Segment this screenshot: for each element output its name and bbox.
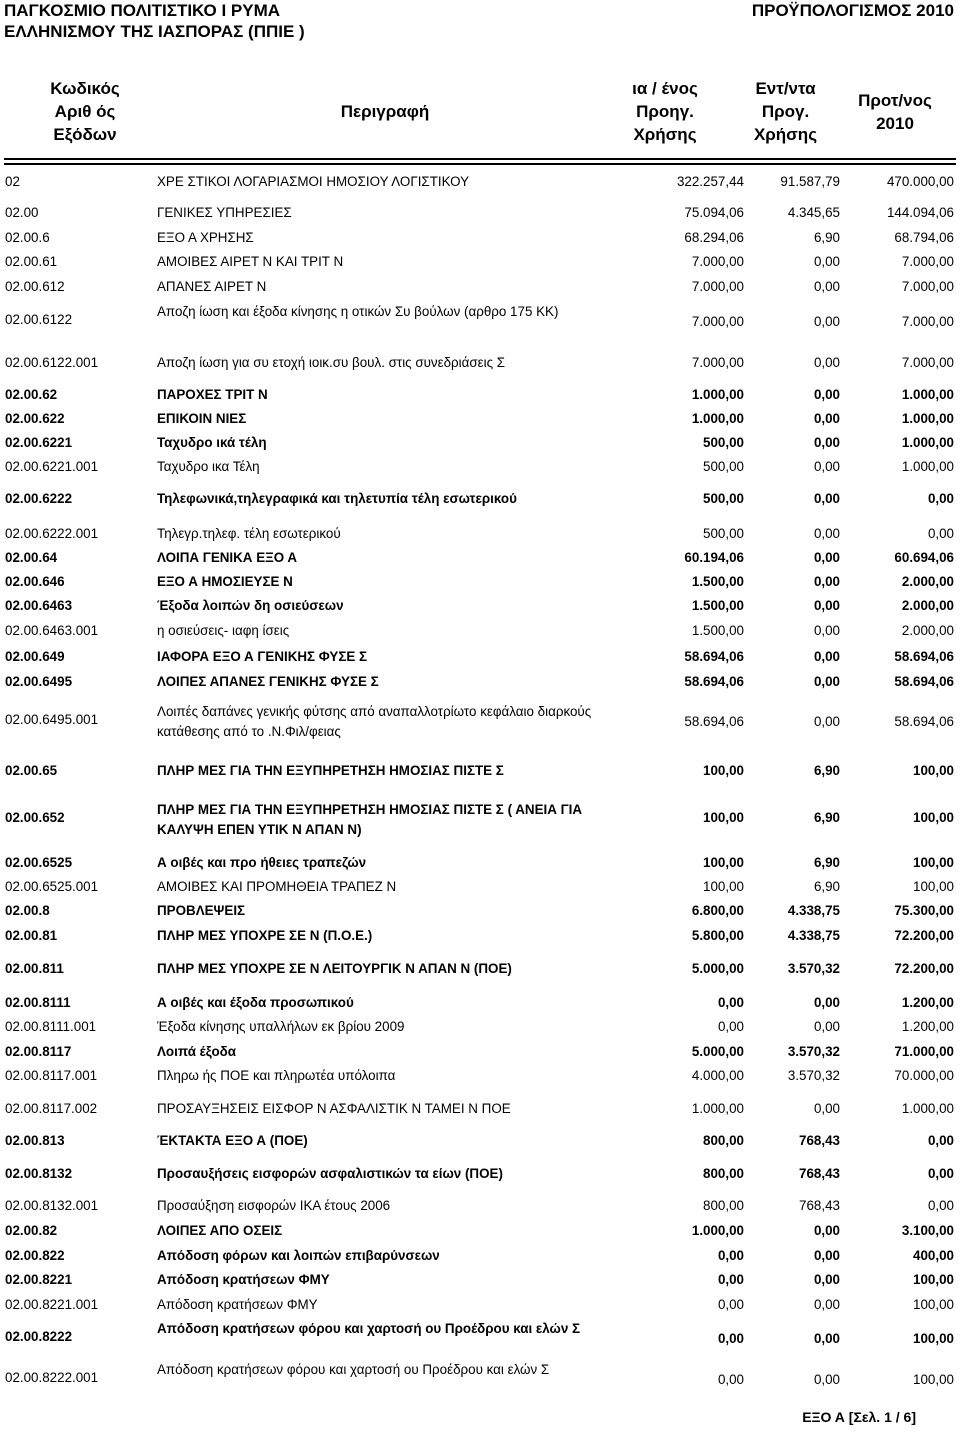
row-code: 02.00.82 — [5, 1223, 58, 1238]
row-description: ΑΠΑΝΕΣ ΑΙΡΕΤ Ν — [157, 279, 267, 294]
row-description: ΠΛΗΡ ΜΕΣ ΥΠΟΧΡΕ ΣΕ Ν ΛΕΙΤΟΥΡΓΙΚ Ν ΑΠΑΝ Ν (ΠΟΕ) — [157, 961, 512, 976]
row-budget-value: 1.000,00 — [901, 411, 954, 426]
row-entered-value: 0,00 — [813, 314, 840, 329]
row-previous-value: 58.694,06 — [684, 674, 744, 689]
row-code: 02.00.8132.001 — [5, 1198, 99, 1213]
row-description: Τηλεγρ.τηλεφ. τέλη εσωτερικού — [157, 526, 341, 541]
row-entered-value: 4.338,75 — [787, 928, 840, 943]
row-previous-value: 4.000,00 — [691, 1068, 744, 1083]
row-code: 02.00.622 — [5, 411, 65, 426]
row-previous-value: 100,00 — [703, 879, 744, 894]
row-code: 02.00.811 — [5, 961, 64, 976]
row-budget-value: 1.200,00 — [901, 995, 954, 1010]
row-code: 02.00.6495 — [5, 674, 73, 689]
row-description: Έξοδα κίνησης υπαλλήλων εκ βρίου 2009 — [157, 1019, 405, 1034]
table-row — [0, 1068, 960, 1088]
row-description: Αποζη ίωση για συ ετοχή ιοικ.συ βουλ. στις συνεδριάσεις Σ — [157, 355, 506, 370]
row-code: 02.00 — [5, 205, 39, 220]
table-row — [0, 526, 960, 546]
table-row — [0, 174, 960, 194]
row-code: 02.00.8117 — [5, 1044, 72, 1059]
row-description: ΠΡΟΣΑΥΞΗΣΕΙΣ ΕΙΣΦΟΡ Ν ΑΣΦΑΛΙΣΤΙΚ Ν ΤΑΜΕΙ Ν ΠΟΕ — [157, 1101, 511, 1116]
row-previous-value: 0,00 — [717, 1372, 744, 1387]
row-budget-value: 0,00 — [927, 1133, 954, 1148]
table-row — [0, 649, 960, 669]
row-description: ΠΡΟΒΛΕΨΕΙΣ — [157, 903, 246, 918]
row-description: Ταχυδρο ικα Τέλη — [157, 459, 260, 474]
org-name-line1: ΠΑΓΚΟΣΜΙΟ ΠΟΛΙΤΙΣΤΙΚΟ Ι ΡΥΜΑ — [4, 1, 281, 20]
row-description: ΠΛΗΡ ΜΕΣ ΓΙΑ ΤΗΝ ΕΞΥΠΗΡΕΤΗΣΗ ΗΜΟΣΙΑΣ ΠΙΣΤΕ Σ — [157, 763, 504, 778]
row-budget-value: 100,00 — [913, 1372, 954, 1387]
row-previous-value: 500,00 — [703, 526, 744, 541]
row-entered-value: 0,00 — [813, 279, 840, 294]
row-budget-value: 0,00 — [927, 1166, 954, 1181]
row-previous-value: 6.800,00 — [691, 903, 744, 918]
row-previous-value: 0,00 — [717, 1331, 744, 1346]
row-description: Απόδοση κρατήσεων φόρου και χαρτοσή ου Προέδρου και ελών Σ — [157, 1321, 581, 1336]
row-description: Απόδοση κρατήσεων φόρου και χαρτοσή ου Προέδρου και ελών Σ — [157, 1362, 550, 1377]
header-divider-bottom — [4, 163, 956, 165]
row-previous-value: 100,00 — [703, 810, 744, 825]
row-entered-value: 0,00 — [813, 411, 840, 426]
row-entered-value: 6,90 — [813, 763, 840, 778]
row-description: Αποζη ίωση και έξοδα κίνησης η οτικών Συ βούλων (αρθρο 175 ΚΚ) — [157, 304, 559, 319]
row-budget-value: 60.694,06 — [894, 550, 954, 565]
row-description: Α οιβές και προ ήθειες τραπεζών — [157, 855, 367, 870]
row-code: 02.00.652 — [5, 810, 65, 825]
row-entered-value: 6,90 — [813, 810, 840, 825]
row-budget-value: 0,00 — [927, 1198, 954, 1213]
table-row — [0, 928, 960, 948]
row-entered-value: 0,00 — [813, 491, 840, 506]
table-row — [0, 230, 960, 250]
table-row — [0, 574, 960, 594]
row-entered-value: 0,00 — [813, 459, 840, 474]
table-row — [0, 387, 960, 407]
row-entered-value: 6,90 — [813, 855, 840, 870]
row-entered-value: 6,90 — [813, 230, 840, 245]
row-budget-value: 100,00 — [913, 879, 954, 894]
row-entered-value: 0,00 — [813, 1331, 840, 1346]
row-code: 02.00.8132 — [5, 1166, 73, 1181]
row-budget-value: 100,00 — [913, 1331, 954, 1346]
row-code: 02.00.813 — [5, 1133, 65, 1148]
row-entered-value: 6,90 — [813, 879, 840, 894]
table-row — [0, 903, 960, 923]
row-description: ΈΚΤΑΚΤΑ ΕΞΟ Α (ΠΟΕ) — [157, 1133, 308, 1148]
row-previous-value: 68.294,06 — [684, 230, 744, 245]
row-previous-value: 58.694,06 — [684, 649, 744, 664]
row-previous-value: 0,00 — [717, 995, 744, 1010]
row-previous-value: 322.257,44 — [676, 174, 744, 189]
row-description: ΑΜΟΙΒΕΣ ΚΑΙ ΠΡΟΜΗΘΕΙΑ ΤΡΑΠΕΖ Ν — [157, 879, 397, 894]
row-previous-value: 0,00 — [717, 1019, 744, 1034]
row-entered-value: 3.570,32 — [787, 1044, 840, 1059]
row-budget-value: 100,00 — [913, 1272, 954, 1287]
row-budget-value: 7.000,00 — [901, 254, 954, 269]
table-row — [0, 623, 960, 643]
column-header-code: Κωδικός Αριθ ός Εξόδων — [50, 79, 120, 144]
row-previous-value: 0,00 — [717, 1272, 744, 1287]
row-entered-value: 0,00 — [813, 574, 840, 589]
row-code: 02.00.6122.001 — [5, 355, 99, 370]
row-previous-value: 1.500,00 — [691, 623, 744, 638]
table-row — [0, 855, 960, 875]
row-code: 02.00.612 — [5, 279, 65, 294]
organization-name — [4, 0, 305, 42]
row-code: 02.00.6495.001 — [5, 712, 99, 727]
table-row — [0, 1360, 960, 1400]
row-code: 02.00.8221 — [5, 1272, 73, 1287]
row-budget-value: 1.000,00 — [901, 435, 954, 450]
row-entered-value: 3.570,32 — [787, 961, 840, 976]
row-code: 02.00.8117.001 — [5, 1068, 98, 1083]
row-budget-value: 2.000,00 — [901, 623, 954, 638]
row-description: Πληρω ής ΠΟΕ και πληρωτέα υπόλοιπα — [157, 1068, 396, 1083]
row-previous-value: 800,00 — [703, 1198, 744, 1213]
row-budget-value: 58.694,06 — [894, 714, 954, 729]
row-previous-value: 7.000,00 — [691, 355, 744, 370]
row-code: 02.00.8111.001 — [5, 1019, 97, 1034]
row-previous-value: 0,00 — [717, 1248, 744, 1263]
table-row — [0, 674, 960, 694]
row-description: Τηλεφωνικά,τηλεγραφικά και τηλετυπία τέλη εσωτερικού — [157, 491, 517, 506]
row-entered-value: 768,43 — [799, 1198, 840, 1213]
row-description: ΙΑΦΟΡΑ ΕΞΟ Α ΓΕΝΙΚΗΣ ΦΥΣΕ Σ — [157, 649, 368, 664]
table-row — [0, 1272, 960, 1292]
row-description: ΛΟΙΠΑ ΓΕΝΙΚΑ ΕΞΟ Α — [157, 550, 298, 565]
row-description: ΑΜΟΙΒΕΣ ΑΙΡΕΤ Ν ΚΑΙ ΤΡΙΤ Ν — [157, 254, 344, 269]
row-previous-value: 60.194,06 — [684, 550, 744, 565]
table-row — [0, 1166, 960, 1186]
table-row — [0, 550, 960, 570]
row-description: η οσιεύσεις- ιαφη ίσεις — [157, 623, 290, 638]
row-code: 02.00.65 — [5, 763, 58, 778]
row-previous-value: 1.500,00 — [691, 574, 744, 589]
row-budget-value: 7.000,00 — [901, 314, 954, 329]
table-row — [0, 879, 960, 899]
table-row — [0, 411, 960, 431]
row-code: 02.00.64 — [5, 550, 58, 565]
table-row — [0, 1198, 960, 1218]
row-previous-value: 75.094,06 — [684, 205, 744, 220]
row-budget-value: 58.694,06 — [894, 649, 954, 664]
row-budget-value: 68.794,06 — [894, 230, 954, 245]
row-description: Έξοδα λοιπών δη οσιεύσεων — [157, 598, 344, 613]
row-budget-value: 70.000,00 — [894, 1068, 954, 1083]
row-entered-value: 0,00 — [813, 995, 840, 1010]
row-previous-value: 5.000,00 — [691, 1044, 744, 1059]
row-previous-value: 1.000,00 — [691, 387, 744, 402]
row-entered-value: 0,00 — [813, 1248, 840, 1263]
row-previous-value: 7.000,00 — [691, 314, 744, 329]
row-description: ΕΞΟ Α ΧΡΗΣΗΣ — [157, 230, 254, 245]
row-previous-value: 100,00 — [703, 763, 744, 778]
row-code: 02.00.6122 — [5, 312, 73, 327]
row-description: Απόδοση φόρων και λοιπών επιβαρύνσεων — [157, 1248, 440, 1263]
table-row — [0, 355, 960, 375]
row-code: 02.00.8111 — [5, 995, 71, 1010]
row-code: 02.00.8221.001 — [5, 1297, 99, 1312]
table-row — [0, 1133, 960, 1153]
row-budget-value: 100,00 — [913, 810, 954, 825]
row-entered-value: 0,00 — [813, 526, 840, 541]
header-divider-top — [4, 158, 956, 160]
row-description: Α οιβές και έξοδα προσωπικού — [157, 995, 354, 1010]
row-previous-value: 1.000,00 — [691, 1101, 744, 1116]
row-budget-value: 2.000,00 — [901, 574, 954, 589]
row-entered-value: 0,00 — [813, 435, 840, 450]
column-header-previous-year: ια / ένος Προηγ. Χρήσης — [632, 79, 698, 144]
page-footer: ΕΞΟ Α [Σελ. 1 / 6] — [802, 1409, 916, 1425]
row-budget-value: 144.094,06 — [886, 205, 954, 220]
row-code: 02.00.8117.002 — [5, 1101, 98, 1116]
row-entered-value: 0,00 — [813, 649, 840, 664]
row-code: 02.00.6525.001 — [5, 879, 99, 894]
row-budget-value: 3.100,00 — [901, 1223, 954, 1238]
row-budget-value: 72.200,00 — [894, 961, 954, 976]
table-row — [0, 302, 960, 342]
row-budget-value: 1.000,00 — [901, 459, 954, 474]
row-previous-value: 800,00 — [703, 1133, 744, 1148]
row-budget-value: 470.000,00 — [886, 174, 954, 189]
column-header-description: Περιγραφή — [340, 102, 430, 121]
row-previous-value: 800,00 — [703, 1166, 744, 1181]
row-budget-value: 100,00 — [913, 763, 954, 778]
row-budget-value: 400,00 — [913, 1248, 954, 1263]
table-row — [0, 1248, 960, 1268]
table-row — [0, 598, 960, 618]
row-code: 02.00.8222 — [5, 1329, 73, 1344]
row-previous-value: 1.000,00 — [691, 1223, 744, 1238]
row-description: Απόδοση κρατήσεων ΦΜΥ — [157, 1272, 330, 1287]
row-code: 02.00.6463.001 — [5, 623, 99, 638]
table-row — [0, 279, 960, 299]
row-description: ΠΛΗΡ ΜΕΣ ΥΠΟΧΡΕ ΣΕ Ν (Π.Ο.Ε.) — [157, 928, 373, 943]
row-entered-value: 0,00 — [813, 1372, 840, 1387]
row-description: Απόδοση κρατήσεων ΦΜΥ — [157, 1297, 318, 1312]
column-header-entered: Εντ/ντα Προγ. Χρήσης — [753, 79, 818, 144]
row-description: Λοιπές δαπάνες γενικής φύτσης από αναπαλλοτρίωτο κεφάλαιο διαρκούς κατάθεσης από το .Ν.Φιλ/φειας — [157, 704, 592, 739]
row-entered-value: 0,00 — [813, 1101, 840, 1116]
row-entered-value: 4.345,65 — [787, 205, 840, 220]
table-row — [0, 995, 960, 1015]
table-row — [0, 491, 960, 511]
row-budget-value: 100,00 — [913, 1297, 954, 1312]
row-budget-value: 100,00 — [913, 855, 954, 870]
row-description: ΕΠΙΚΟΙΝ ΝΙΕΣ — [157, 411, 247, 426]
row-code: 02.00.6221.001 — [5, 459, 99, 474]
row-budget-value: 1.000,00 — [901, 387, 954, 402]
row-code: 02.00.6221 — [5, 435, 73, 450]
table-row — [0, 1319, 960, 1359]
row-previous-value: 58.694,06 — [684, 714, 744, 729]
row-description: Λοιπά έξοδα — [157, 1044, 237, 1059]
row-entered-value: 0,00 — [813, 550, 840, 565]
row-code: 02.00.649 — [5, 649, 65, 664]
row-budget-value: 75.300,00 — [894, 903, 954, 918]
table-row — [0, 459, 960, 479]
row-budget-value: 7.000,00 — [901, 279, 954, 294]
table-row — [0, 1044, 960, 1064]
row-previous-value: 1.000,00 — [691, 411, 744, 426]
row-previous-value: 1.500,00 — [691, 598, 744, 613]
row-previous-value: 7.000,00 — [691, 279, 744, 294]
row-entered-value: 3.570,32 — [787, 1068, 840, 1083]
row-previous-value: 500,00 — [703, 435, 744, 450]
row-budget-value: 58.694,06 — [894, 674, 954, 689]
row-code: 02.00.646 — [5, 574, 65, 589]
row-entered-value: 4.338,75 — [787, 903, 840, 918]
table-row — [0, 254, 960, 274]
row-entered-value: 0,00 — [813, 355, 840, 370]
row-description: ΛΟΙΠΕΣ ΑΠΑΝΕΣ ΓΕΝΙΚΗΣ ΦΥΣΕ Σ — [157, 674, 379, 689]
row-entered-value: 91.587,79 — [780, 174, 840, 189]
row-budget-value: 2.000,00 — [901, 598, 954, 613]
row-entered-value: 0,00 — [813, 254, 840, 269]
row-previous-value: 0,00 — [717, 1297, 744, 1312]
table-row — [0, 763, 960, 783]
row-code: 02.00.6 — [5, 230, 50, 245]
row-budget-value: 1.000,00 — [901, 1101, 954, 1116]
table-row — [0, 800, 960, 840]
row-code: 02.00.6525 — [5, 855, 73, 870]
table-row — [0, 961, 960, 981]
row-entered-value: 768,43 — [799, 1133, 840, 1148]
row-description: ΧΡΕ ΣΤΙΚΟΙ ΛΟΓΑΡΙΑΣΜΟΙ ΗΜΟΣΙΟΥ ΛΟΓΙΣΤΙΚΟΥ — [157, 174, 470, 189]
column-header-budget: Προτ/νος 2010 — [858, 91, 932, 133]
table-row — [0, 1101, 960, 1121]
row-description: ΠΛΗΡ ΜΕΣ ΓΙΑ ΤΗΝ ΕΞΥΠΗΡΕΤΗΣΗ ΗΜΟΣΙΑΣ ΠΙΣΤΕ Σ ( ΑΝΕΙΑ ΓΙΑ ΚΑΛΥΨΗ ΕΠΕΝ ΥΤΙΚ Ν ΑΠΑΝ Ν) — [157, 802, 583, 837]
row-entered-value: 0,00 — [813, 1019, 840, 1034]
row-code: 02.00.62 — [5, 387, 58, 402]
row-previous-value: 7.000,00 — [691, 254, 744, 269]
row-previous-value: 100,00 — [703, 855, 744, 870]
row-code: 02.00.6222 — [5, 491, 73, 506]
row-entered-value: 0,00 — [813, 387, 840, 402]
row-code: 02.00.822 — [5, 1248, 65, 1263]
row-description: Προσαύξηση εισφορών ΙΚΑ έτους 2006 — [157, 1198, 391, 1213]
row-previous-value: 5.000,00 — [691, 961, 744, 976]
table-row — [0, 205, 960, 225]
row-previous-value: 5.800,00 — [691, 928, 744, 943]
row-previous-value: 500,00 — [703, 491, 744, 506]
row-code: 02.00.81 — [5, 928, 58, 943]
row-code: 02.00.8222.001 — [5, 1370, 99, 1385]
row-entered-value: 0,00 — [813, 1223, 840, 1238]
table-row — [0, 1019, 960, 1039]
row-entered-value: 0,00 — [813, 1272, 840, 1287]
row-budget-value: 7.000,00 — [901, 355, 954, 370]
row-entered-value: 0,00 — [813, 714, 840, 729]
table-row — [0, 1223, 960, 1243]
row-budget-value: 1.200,00 — [901, 1019, 954, 1034]
row-description: Ταχυδρο ικά τέλη — [157, 435, 267, 450]
row-code: 02.00.6463 — [5, 598, 73, 613]
row-entered-value: 0,00 — [813, 598, 840, 613]
row-budget-value: 72.200,00 — [894, 928, 954, 943]
row-description: ΠΑΡΟΧΕΣ ΤΡΙΤ Ν — [157, 387, 268, 402]
row-entered-value: 0,00 — [813, 623, 840, 638]
row-budget-value: 71.000,00 — [894, 1044, 954, 1059]
row-budget-value: 0,00 — [927, 491, 954, 506]
table-row — [0, 702, 960, 742]
row-description: ΕΞΟ Α ΗΜΟΣΙΕΥΣΕ Ν — [157, 574, 293, 589]
row-code: 02.00.8 — [5, 903, 50, 918]
row-previous-value: 500,00 — [703, 459, 744, 474]
row-code: 02.00.6222.001 — [5, 526, 99, 541]
row-code: 02.00.61 — [5, 254, 58, 269]
row-budget-value: 0,00 — [927, 526, 954, 541]
table-row — [0, 1297, 960, 1317]
row-description: Προσαυξήσεις εισφορών ασφαλιστικών τα είων (ΠΟΕ) — [157, 1166, 503, 1181]
org-name-line2: ΕΛΛΗΝΙΣΜΟΥ ΤΗΣ ΙΑΣΠΟΡΑΣ (ΠΠΙΕ ) — [4, 22, 305, 41]
row-entered-value: 0,00 — [813, 1297, 840, 1312]
table-row — [0, 435, 960, 455]
row-description: ΛΟΙΠΕΣ ΑΠΟ ΟΣΕΙΣ — [157, 1223, 283, 1238]
row-entered-value: 768,43 — [799, 1166, 840, 1181]
row-description: ΓΕΝΙΚΕΣ ΥΠΗΡΕΣΙΕΣ — [157, 205, 292, 220]
row-entered-value: 0,00 — [813, 674, 840, 689]
row-code: 02 — [5, 174, 20, 189]
document-title: ΠΡΟΫΠΟΛΟΓΙΣΜΟΣ 2010 — [751, 1, 954, 20]
